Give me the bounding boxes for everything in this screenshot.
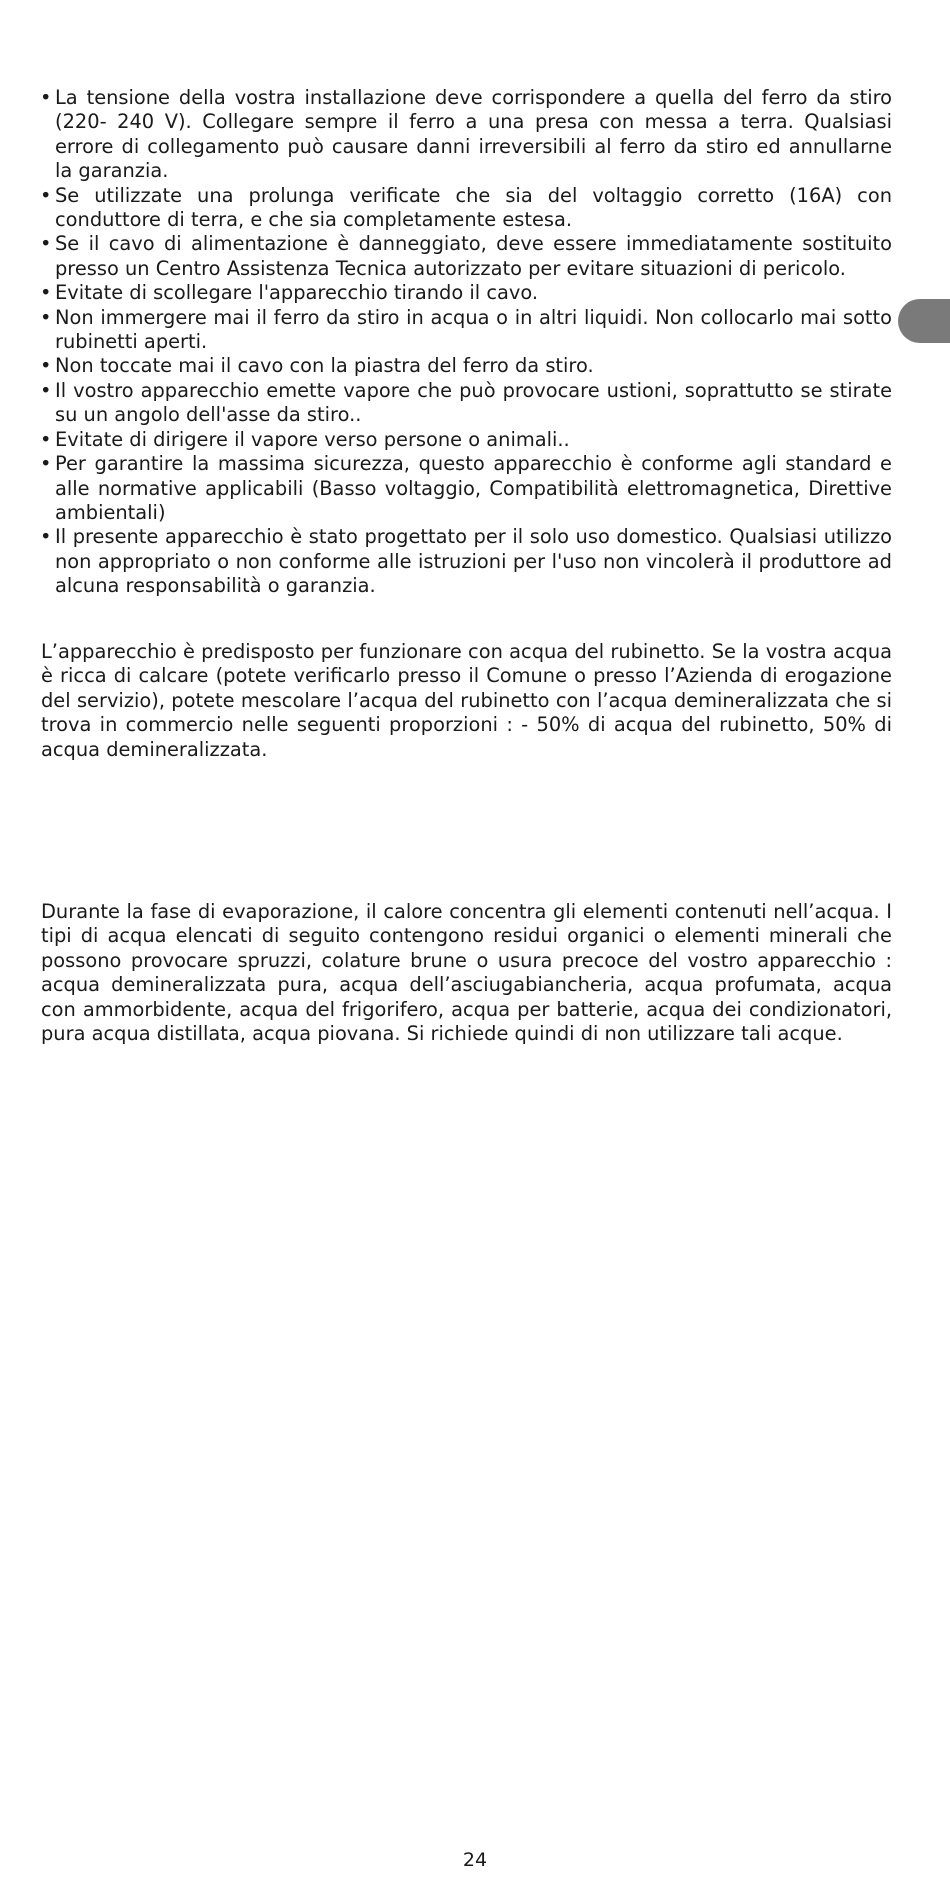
list-item: • Evitate di dirigere il vapore verso persone o animali..	[40, 428, 892, 452]
water-type-paragraph: L’apparecchio è predisposto per funzionare con acqua del rubinetto. Se la vostra acqua è ricca di calcare (potete verificarlo presso il Comune o presso l’Azienda di erogazione del servizio), potete mescolare l’acqua del rubinetto con l’acqua demineralizzata che si trova in commercio nelle seguenti proporzioni : - 50% di acqua del rubinetto, 50% di acqua demineralizzata.	[41, 640, 892, 761]
list-item: • Evitate di scollegare l'apparecchio tirando il cavo.	[40, 281, 892, 305]
list-item: • Se il cavo di alimentazione è danneggiato, deve essere immediatamente sostituito presso un Centro Assistenza Tecnica autorizzato per evitare situazioni di pericolo.	[40, 232, 892, 281]
list-item: • Per garantire la massima sicurezza, questo apparecchio è conforme agli standard e alle normative applicabili (Basso voltaggio, Compatibilità elettromagnetica, Direttive ambientali)	[40, 452, 892, 525]
evaporation-warning-paragraph: Durante la fase di evaporazione, il calore concentra gli elementi contenuti nell’acqua. I tipi di acqua elencati di seguito contengono residui organici o elementi minerali che possono provocare spruzzi, colature brune o usura precoce del vostro apparecchio : acqua demineralizzata pura, acqua dell’asciugabiancheria, acqua profumata, acqua con ammorbidente, acqua del frigorifero, acqua per batterie, acqua dei condizionatori, pura acqua distillata, acqua piovana. Si richiede quindi di non utilizzare tali acque.	[41, 900, 892, 1046]
list-item: • Il vostro apparecchio emette vapore che può provocare ustioni, soprattutto se stirate su un angolo dell'asse da stiro..	[40, 379, 892, 428]
list-item: • Non immergere mai il ferro da stiro in acqua o in altri liquidi. Non collocarlo mai sotto rubinetti aperti.	[40, 306, 892, 355]
list-item: • La tensione della vostra installazione deve corrispondere a quella del ferro da stiro (220- 240 V). Collegare sempre il ferro a una presa con messa a terra. Qualsiasi errore di collegamento può causare danni irreversibili al ferro da stiro ed annullarne la garanzia.	[40, 86, 892, 184]
list-item: • Il presente apparecchio è stato progettato per il solo uso domestico. Qualsiasi utilizzo non appropriato o non conforme alle istruzioni per l'uso non vincolerà il produttore ad alcuna responsabilità o garanzia.	[40, 525, 892, 598]
section-tab-marker	[898, 299, 950, 343]
list-item: • Non toccate mai il cavo con la piastra del ferro da stiro.	[40, 354, 892, 378]
safety-instructions-list	[40, 86, 892, 599]
list-item: • Se utilizzate una prolunga verificate che sia del voltaggio corretto (16A) con conduttore di terra, e che sia completamente estesa.	[40, 184, 892, 233]
page-number: 24	[462, 1849, 488, 1871]
